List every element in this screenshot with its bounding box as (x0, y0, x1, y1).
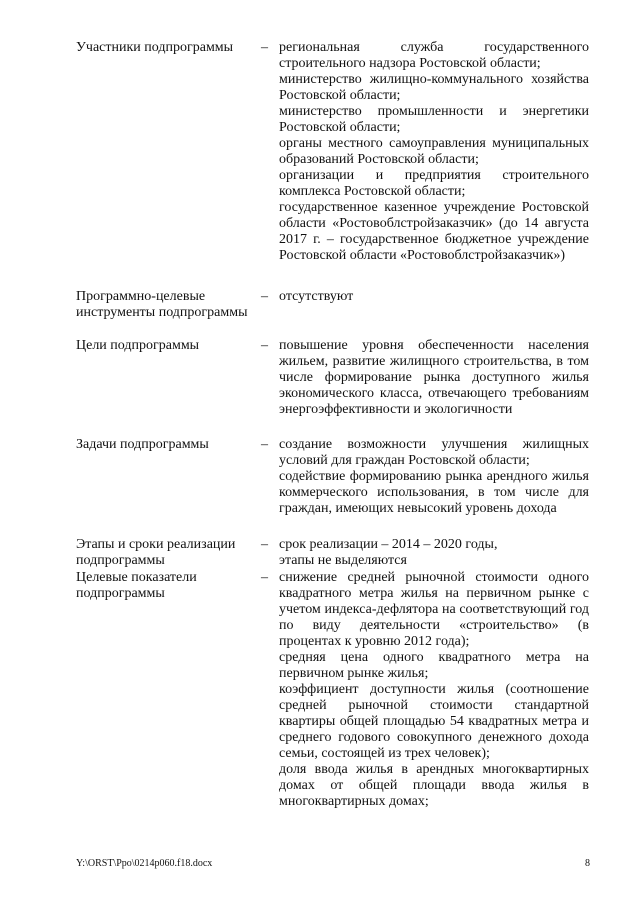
label-tools: Программно-целевые инструменты подпрограммы (76, 289, 248, 320)
label-participants: Участники подпрограммы (76, 40, 234, 55)
indicator-2: средняя цена одного квадратного метра на первичном рынке жилья; (279, 650, 589, 681)
content-goals (279, 338, 589, 418)
content-participants (279, 40, 589, 264)
stages-2: этапы не выделяются (279, 553, 407, 568)
content-tasks (279, 437, 589, 517)
participant-5: организации и предприятия строительного комплекса Ростовской области; (279, 168, 589, 199)
label-goals: Цели подпрограммы (76, 338, 200, 353)
participant-2: министерство жилищно-коммунального хозяйства Ростовской области; (279, 72, 589, 103)
dash-4: – (261, 437, 268, 452)
stages-1: срок реализации – 2014 – 2020 годы, (279, 537, 498, 552)
content-stages (279, 537, 589, 569)
goals-text: повышение уровня обеспеченности населения жильем, развитие жилищного строительства, в том числе формирование рынка доступного жилья экономического класса, отвечающего требованиям энергоэффективности и экологичности (279, 338, 589, 417)
dash-6: – (261, 570, 268, 585)
page-number: 8 (585, 858, 590, 869)
footer-file-path: Y:\ORST\Ppo\0214p060.f18.docx (76, 858, 213, 869)
label-tasks: Задачи подпрограммы (76, 437, 209, 452)
label-indicators: Целевые показатели подпрограммы (76, 570, 197, 601)
task-2: содействие формированию рынка арендного жилья коммерческого использования, в том числе для граждан, имеющих невысокий уровень дохода (279, 469, 589, 516)
participant-3: министерство промышленности и энергетики Ростовской области; (279, 104, 589, 135)
dash-1: – (261, 40, 268, 55)
dash-5: – (261, 537, 268, 552)
indicator-4: доля ввода жилья в арендных многоквартирных домах от общей площади ввода жилья в многоквартирных домах; (279, 762, 589, 809)
task-1: создание возможности улучшения жилищных условий для граждан Ростовской области; (279, 437, 589, 468)
content-tools (279, 289, 589, 305)
content-indicators (279, 570, 589, 810)
tools-text: отсутствуют (279, 289, 354, 304)
dash-3: – (261, 338, 268, 353)
label-stages: Этапы и сроки реализации подпрограммы (76, 537, 236, 568)
participant-6: государственное казенное учреждение Ростовской области «Ростовоблстройзаказчик» (до 14 августа 2017 г. – государственное бюджетное учреждение Ростовской области «Ростовоблстройзаказчик») (279, 200, 589, 263)
participant-1: региональная служба государственного строительного надзора Ростовской области; (279, 40, 589, 71)
indicator-1: снижение средней рыночной стоимости одного квадратного метра жилья на первичном рынке с учетом индекса-дефлятора на соответствующий год по виду деятельности «строительство» (в процентах к уровню 2012 года); (279, 570, 589, 649)
participant-4: органы местного самоуправления муниципальных образований Ростовской области; (279, 136, 589, 167)
dash-2: – (261, 289, 268, 304)
indicator-3: коэффициент доступности жилья (соотношение средней рыночной стоимости стандартной квартиры общей площадью 54 квадратных метра и среднего годового совокупного денежного дохода семьи, состоящей из трех человек); (279, 682, 589, 761)
